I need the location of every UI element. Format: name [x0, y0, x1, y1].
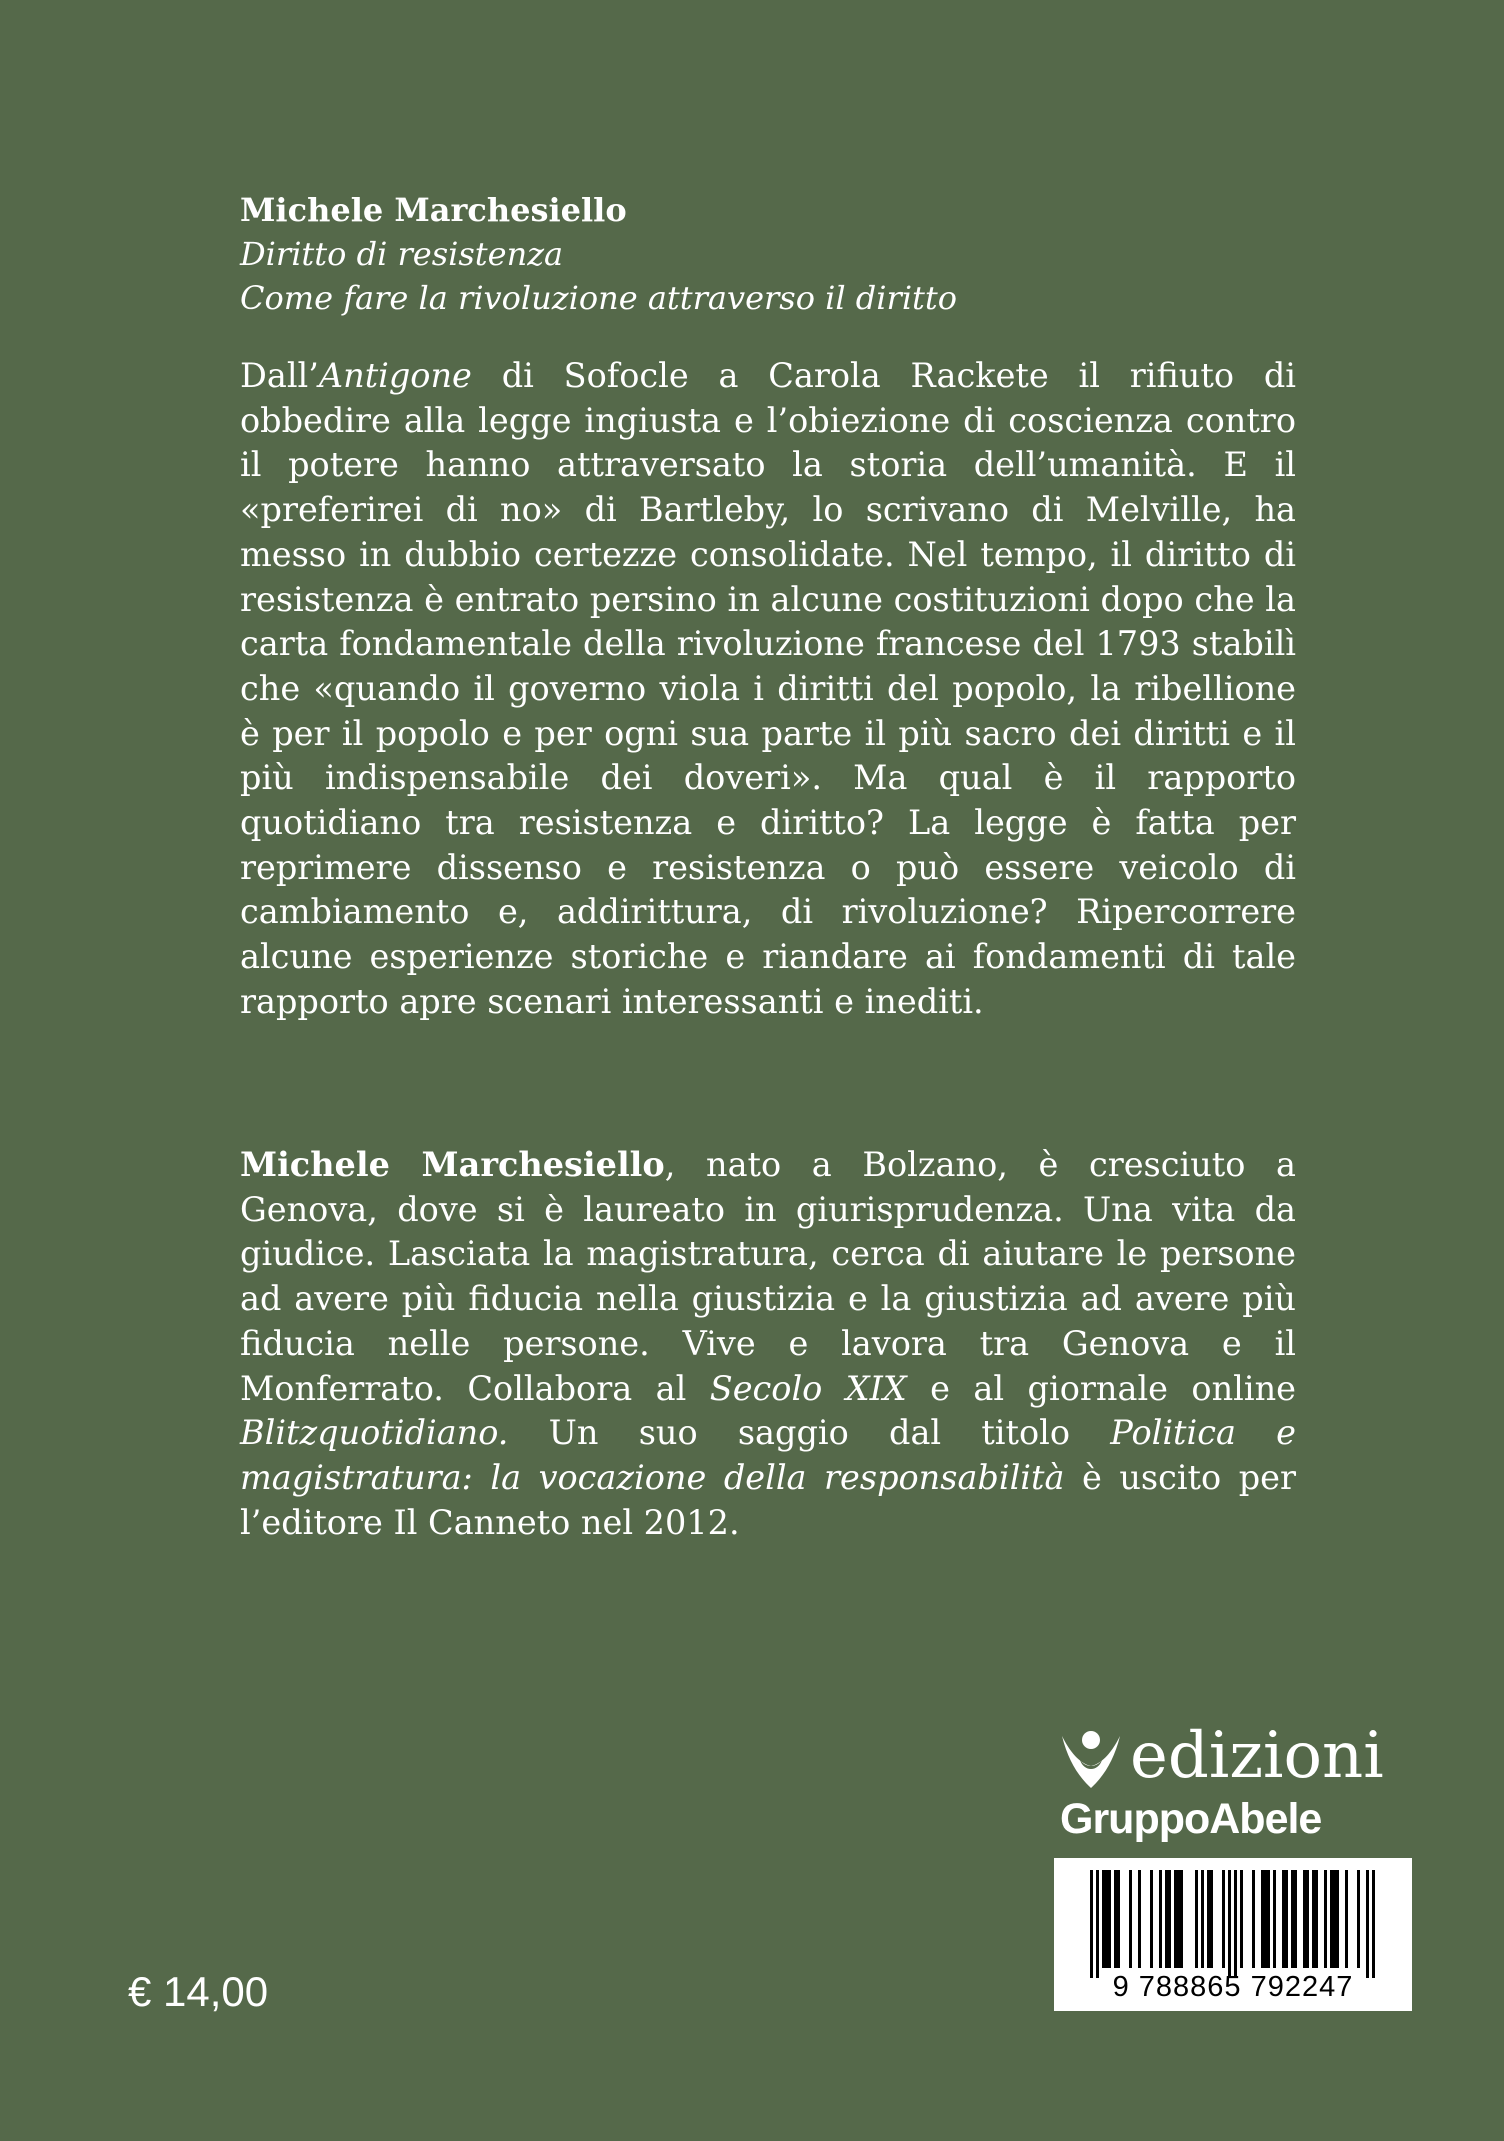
barcode-bar — [1324, 1870, 1327, 1968]
blurb-lead-italic: Antigone — [318, 356, 472, 395]
barcode-bar — [1282, 1870, 1285, 1968]
barcode-bar — [1306, 1870, 1309, 1968]
barcode-bar — [1333, 1870, 1336, 1968]
barcode-bar — [1291, 1870, 1294, 1968]
bio-part3: Un suo saggio dal titolo — [508, 1413, 1111, 1453]
barcode-bar — [1252, 1870, 1255, 1968]
bio-italic-essay: Politica e magistratura: la vocazione della responsabilità — [240, 1413, 1296, 1497]
barcode-bar — [1201, 1870, 1204, 1968]
barcode-bar — [1228, 1870, 1231, 1978]
barcode-bar — [1240, 1870, 1243, 1968]
barcode-bar — [1366, 1870, 1369, 1978]
barcode-bar — [1150, 1870, 1153, 1968]
bio-part2: e al giornale online — [906, 1368, 1296, 1408]
barcode-bar — [1315, 1870, 1318, 1968]
isbn-number: 9 788865 792247 — [1112, 1971, 1354, 2003]
barcode-bar — [1090, 1870, 1093, 1978]
barcode-bar — [1174, 1870, 1177, 1968]
bio-part1: , nato a Bolzano, è cresciuto a Genova, dove si è laureato in giurisprudenza. Una vita da giudice. Lasciata la magistratura, cerca di aiutare le persone ad avere più fiducia nella giustizia e la giustizia ad avere più fiducia nelle persone. Vive e lavora tra Genova e il Monferrato. Collabora al — [240, 1145, 1297, 1408]
barcode-bar — [1330, 1870, 1333, 1968]
barcode-bar — [1159, 1870, 1162, 1968]
book-blurb — [240, 354, 1296, 1025]
barcode-bar — [1129, 1870, 1132, 1968]
person-leaf-icon — [1058, 1726, 1124, 1792]
barcode-bar — [1345, 1870, 1348, 1968]
barcode-bar — [1312, 1870, 1315, 1968]
barcode-bar — [1165, 1870, 1168, 1968]
barcode-bar — [1294, 1870, 1297, 1968]
barcode-bar — [1102, 1870, 1105, 1968]
barcode-bar — [1336, 1870, 1339, 1968]
barcode-bar — [1108, 1870, 1111, 1968]
barcode-bar — [1273, 1870, 1276, 1968]
book-title: Diritto di resistenza — [240, 235, 564, 273]
barcode-bar — [1372, 1870, 1375, 1978]
price-label: € 14,00 — [128, 1968, 269, 2015]
barcode-bar — [1264, 1870, 1267, 1968]
bio-italic-blitz: Blitzquotidiano. — [240, 1413, 509, 1453]
barcode-bar — [1357, 1870, 1360, 1968]
publisher-logo — [1058, 1719, 1398, 1843]
publisher-edizioni: edizioni — [1130, 1719, 1384, 1793]
barcode-bar — [1105, 1870, 1108, 1968]
blurb-lead: Dall’ — [240, 356, 319, 395]
barcode-bar — [1096, 1870, 1099, 1978]
bio-name: Michele Marchesiello — [240, 1145, 665, 1184]
barcode-bar — [1117, 1870, 1120, 1968]
barcode-bar — [1138, 1870, 1141, 1968]
barcode-bar — [1168, 1870, 1171, 1968]
publisher-gruppoabele: GruppoAbele — [1060, 1795, 1322, 1843]
barcode-bar — [1195, 1870, 1198, 1968]
bio-part4: è uscito per l’editore Il Canneto nel 2012. — [240, 1457, 1296, 1542]
barcode-bar — [1210, 1870, 1213, 1968]
author-bio — [240, 1143, 1296, 1545]
barcode-bar — [1261, 1870, 1264, 1968]
barcode-bar — [1207, 1870, 1210, 1968]
barcode-bar — [1222, 1870, 1225, 1968]
author-name: Michele Marchesiello — [240, 191, 627, 229]
barcode-bar — [1234, 1870, 1237, 1978]
book-header — [240, 188, 1280, 320]
barcode-bar — [1303, 1870, 1306, 1968]
isbn-barcode — [1054, 1858, 1412, 2011]
book-subtitle: Come fare la rivoluzione attraverso il diritto — [240, 279, 958, 317]
barcode-bar — [1177, 1870, 1180, 1968]
bio-italic-secolo: Secolo XIX — [709, 1368, 907, 1408]
blurb-text: di Sofocle a Carola Rackete il rifiuto di obbedire alla legge ingiusta e l’obiezione di coscienza contro il potere hanno attraversato la storia dell’umanità. E il «preferirei di no» di Bartleby, lo scrivano di Melville, ha messo in dubbio certezze consolidate. Nel tempo, il diritto di resistenza è entrato persino in alcune costituzioni dopo che la carta fondamentale della rivoluzione francese del 1793 stabilì che «quando il governo viola i diritti del popolo, la ribellione è per il popolo e per ogni sua parte il più sacro dei diritti e il più indispensabile dei doveri». Ma qual è il rapporto quotidiano tra resistenza e diritto? La legge è fatta per reprimere dissenso e resistenza o può essere veicolo di cambiamento e, addirittura, di rivoluzione? Ripercorrere alcune esperienze storiche e riandare ai fondamenti di tale rapporto apre scenari interessanti e inediti. — [240, 356, 1296, 1021]
barcode-bar — [1285, 1870, 1288, 1968]
barcode-bar — [1267, 1870, 1270, 1968]
barcode-bar — [1180, 1870, 1183, 1968]
barcode-bar — [1114, 1870, 1117, 1968]
